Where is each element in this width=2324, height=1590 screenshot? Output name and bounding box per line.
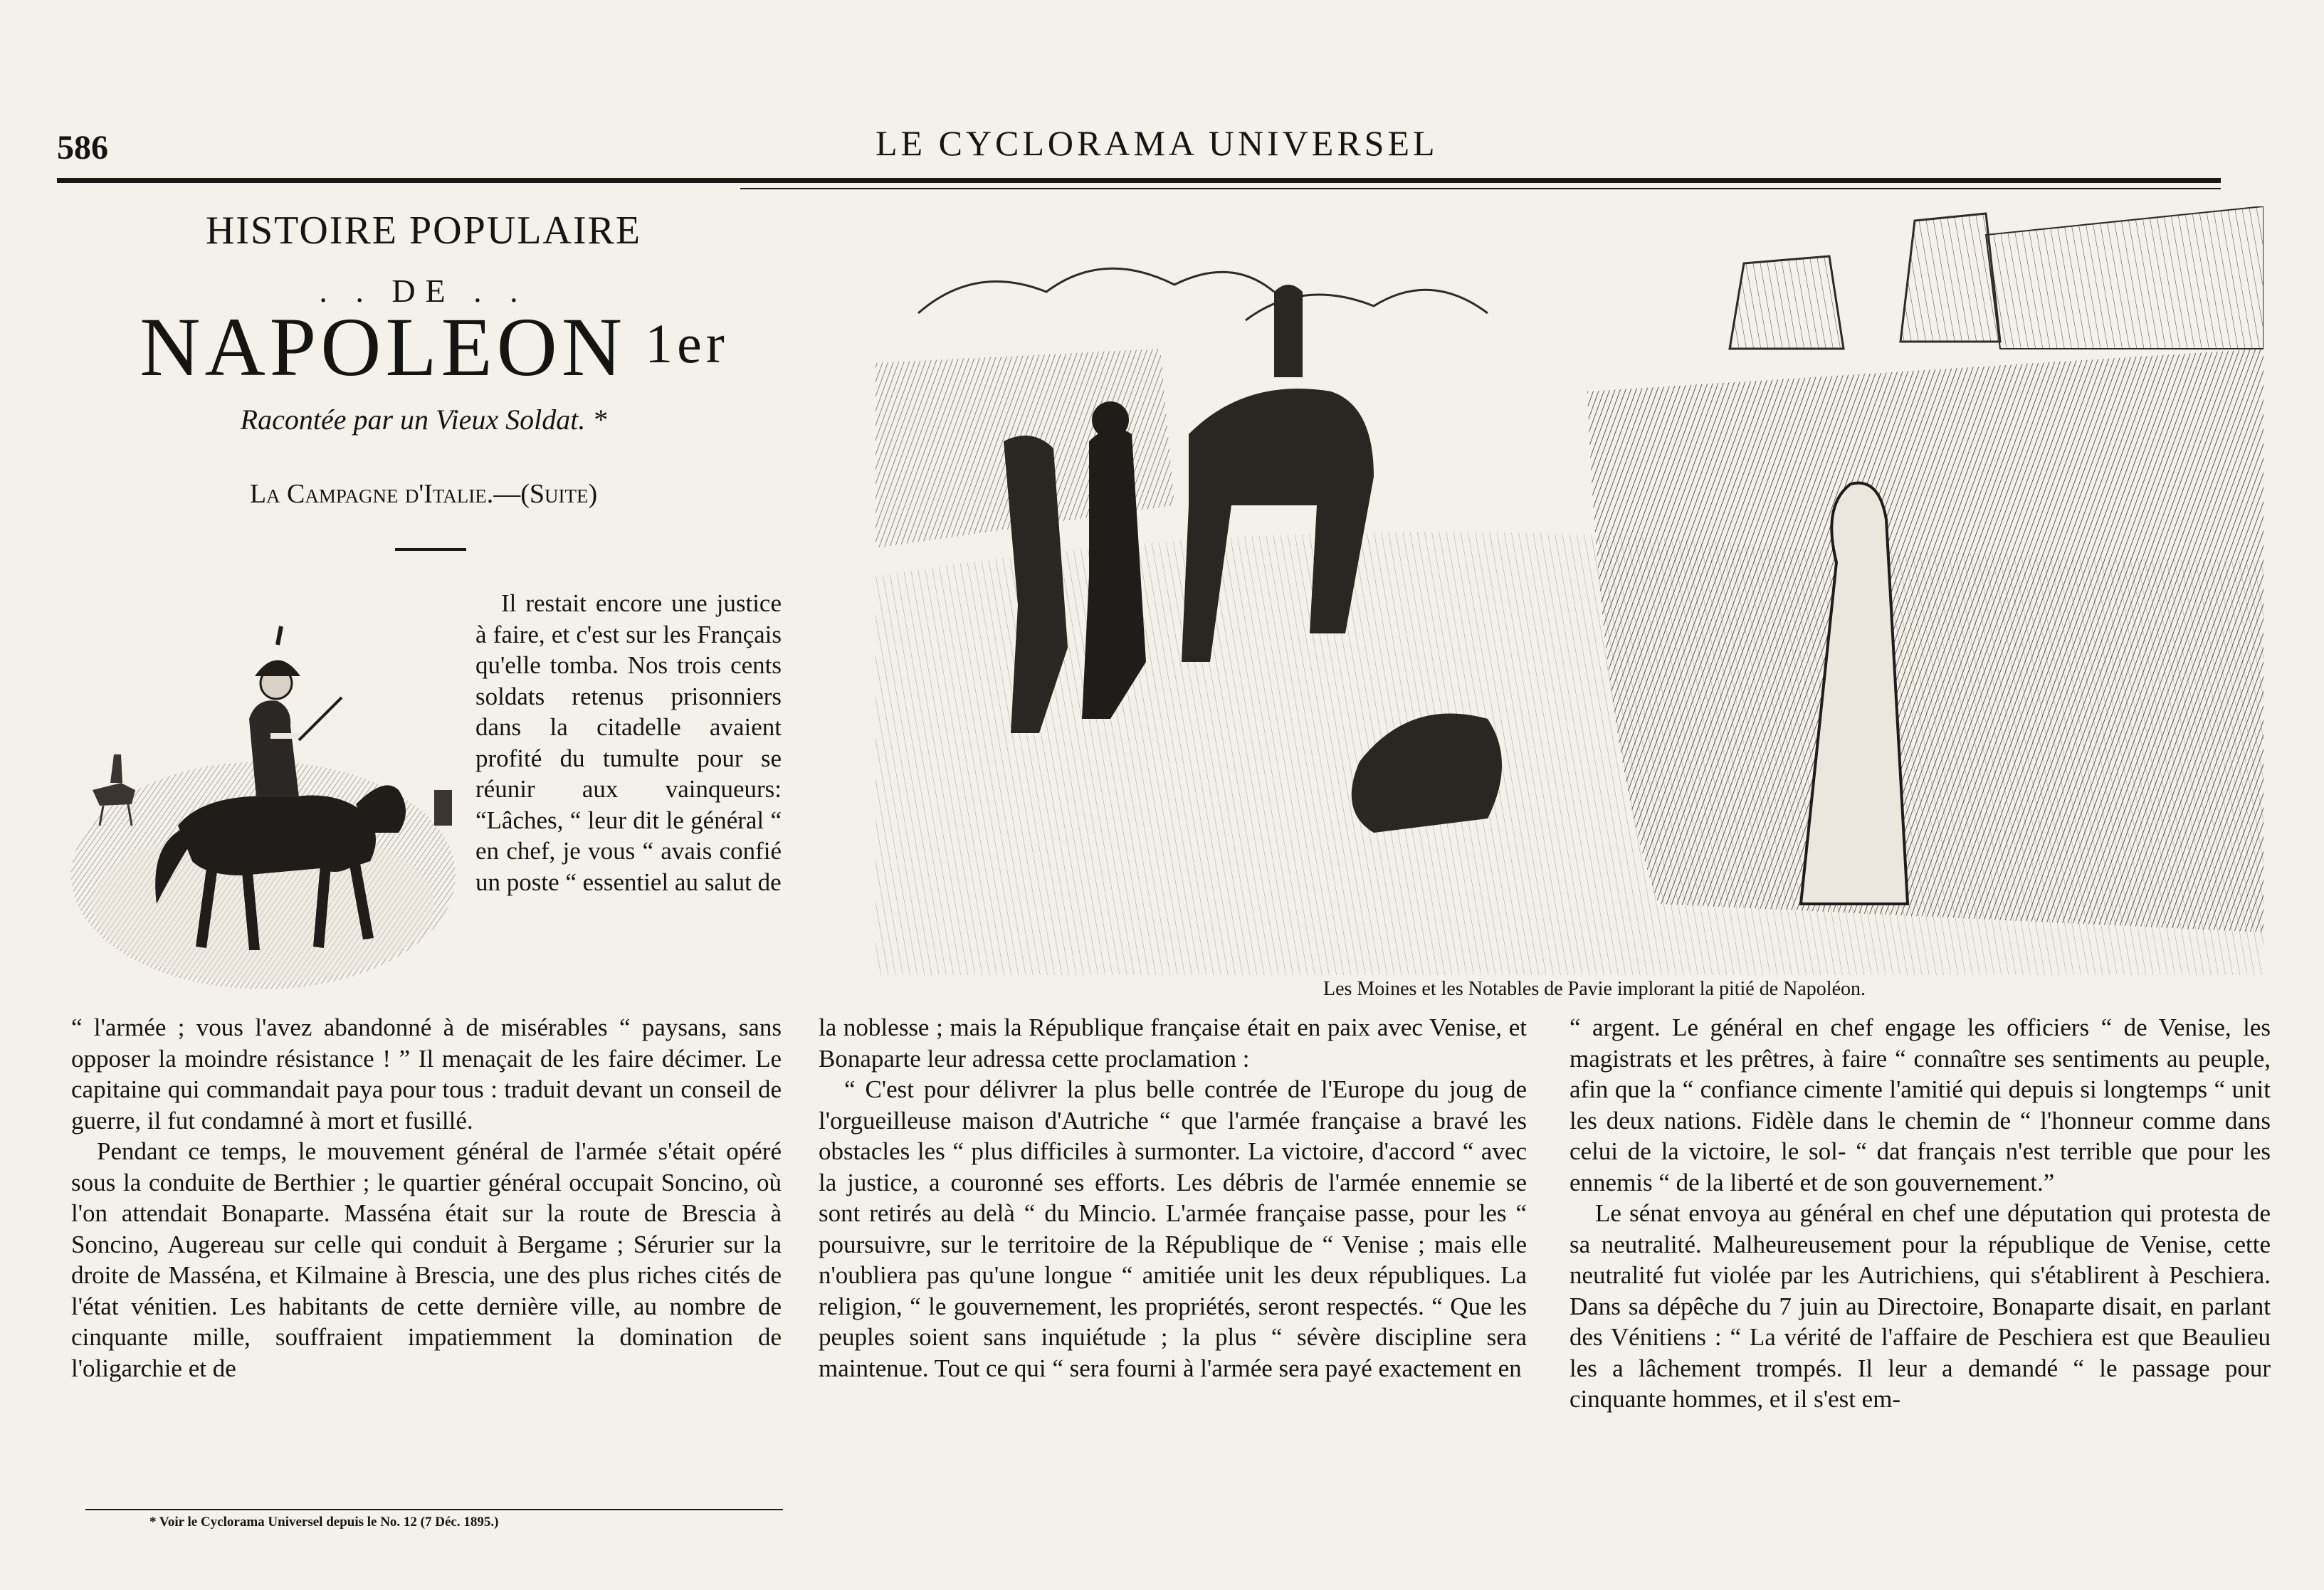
section-rule (395, 548, 466, 551)
section-title: La Campagne d'Italie.—(Suite) (249, 479, 598, 509)
series-title: HISTOIRE POPULAIRE (205, 209, 642, 253)
column3-text (1570, 1012, 2271, 1415)
hero-name (43, 299, 826, 396)
column2-text (819, 1012, 1527, 1384)
illustration-caption: Les Moines et les Notables de Pavie implorant la pitié de Napoléon. (1323, 978, 1866, 1000)
hero-name-text: NAPOLEON (140, 300, 627, 394)
page-number: 586 (57, 129, 108, 167)
footnote: * Voir le Cyclorama Universel depuis le No. 12 (7 Déc. 1895.) (149, 1515, 499, 1530)
header-rule-thin (740, 188, 2221, 189)
paragraph: “ l'armée ; vous l'avez abandonné à de misérables “ paysans, sans opposer la moindre résistance ! ” Il menaçait de les faire décimer. Le capitaine qui commandait paya pour tous : traduit devant un conseil de guerre, il fut condamné à mort et fusillé. (71, 1014, 782, 1134)
hero-suffix: 1er (645, 312, 729, 374)
napoleon-pavia-illustration (876, 206, 2263, 975)
paragraph: la noblesse ; mais la République française était en paix avec Venise, et Bonaparte leur adressa cette proclamation : (819, 1014, 1527, 1073)
paragraph: Pendant ce temps, le mouvement général de l'armée s'était opéré sous la conduite de Berthier ; le quartier général occupait Soncino, où l'on attendait Bonaparte. Masséna était sur la route de Brescia à Soncino, Augereau sur celle qui conduit à Bergame ; Sérurier sur la droite de Masséna, et Kilmaine à Brescia, une des plus riches cités de l'état vénitien. Les habitants de cette dernière ville, au nombre de cinquante mille, souffraient impatiemment la domination de l'oligarchie et de (71, 1137, 782, 1382)
running-title: LE CYCLORAMA UNIVERSEL (876, 123, 1439, 163)
column1-text (71, 1012, 782, 1384)
paragraph: “ C'est pour délivrer la plus belle contrée de l'Europe du joug de l'orgueilleuse maison d'Autriche “ que l'armée française a bravé les obstacles les “ plus difficiles à surmonter. La victoire, d'accord “ avec la justice, a couronné ses efforts. Les débris de l'armée ennemie se sont retirés au delà “ du Mincio. L'armée française passe, pour les “ poursuivre, sur le territoire de la République de “ Venise ; mais elle n'oubliera pas qu'une longue “ amitiée unit les deux républiques. La religion, “ le gouvernement, les propriétés, seront respectés. “ Que les peuples soient sans inquiétude ; la plus “ sévère discipline sera maintenue. Tout ce qui “ sera fourni à l'armée sera payé exactement en (819, 1075, 1527, 1382)
footnote-rule (85, 1509, 783, 1510)
cavalry-soldier-illustration (64, 576, 463, 996)
paragraph: “ argent. Le général en chef engage les officiers “ de Venise, les magistrats et les prêtres, à faire “ connaître ses sentiments au peuple, afin que la “ confiance cimente l'amitié qui depuis si longtemps “ unit les deux nations. Fidèle dans le chemin de “ l'honneur comme dans celui de la victoire, le sol- “ dat français n'est terrible que pour les ennemis “ de la liberté et de son gouvernement.” (1570, 1014, 2271, 1196)
subtitle: Racontée par un Vieux Soldat. * (240, 404, 607, 436)
paragraph: Le sénat envoya au général en chef une députation qui protesta de sa neutralité. Malheureusement pour la république de Venise, cette neutralité fut violée par les Autrichiens, qui s'établirent à Peschiera. Dans sa dépêche du 7 juin au Directoire, Bonaparte disait, en parlant des Vénitiens : “ La vérité de l'affaire de Peschiera est que Beaulieu les a lâchement trompés. Il leur a demandé “ le passage pour cinquante hommes, et il s'est em- (1570, 1199, 2271, 1413)
series-de: . . DE . . (319, 273, 528, 309)
header-rule (57, 178, 2221, 183)
paragraph: Il restait encore une justice à faire, et c'est sur les Français qu'elle tomba. Nos trois cents soldats retenus prisonniers dans la citadelle avaient profité du tumulte pour se réunir aux vainqueurs: “Lâches, “ leur dit le général “ en chef, je vous “ avais confié un poste “ essentiel au salut de (475, 589, 782, 896)
column1-wrap-text (475, 588, 782, 897)
